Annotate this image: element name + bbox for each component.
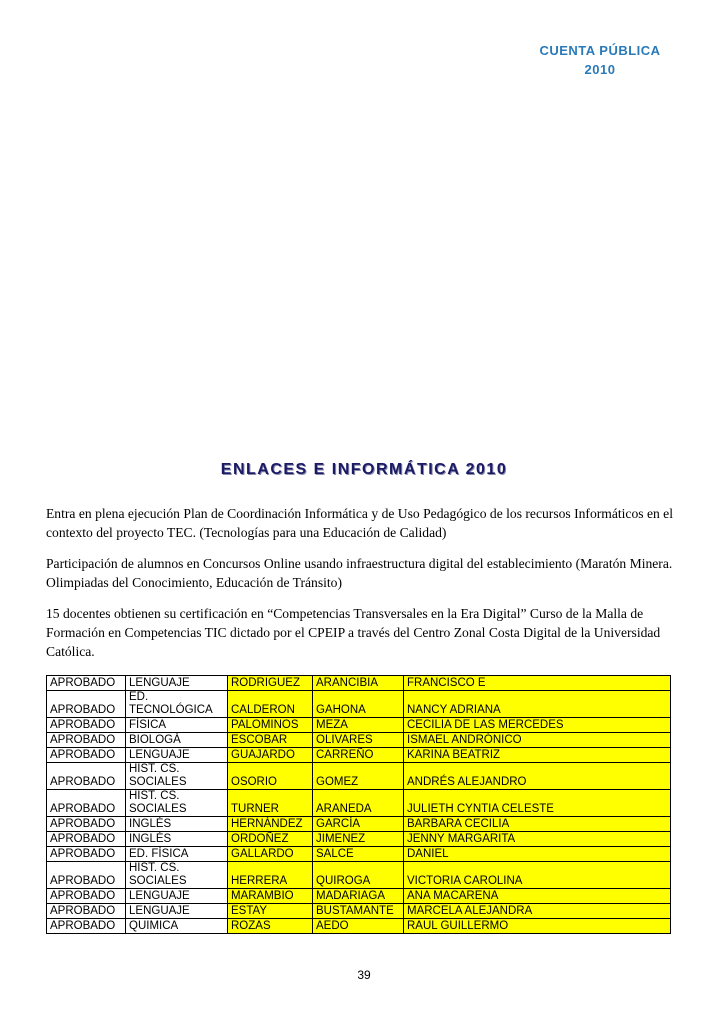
status-cell: APROBADO xyxy=(47,748,126,763)
surname1-cell: ORDOÑEZ xyxy=(228,832,313,847)
subject-cell: HIST. CS. SOCIALES xyxy=(126,790,228,817)
surname1-cell: RODRIGUEZ xyxy=(228,676,313,691)
surname2-cell: QUIROGA xyxy=(313,862,404,889)
header-year: 2010 xyxy=(584,62,616,77)
surname1-cell: ROZAS xyxy=(228,919,313,934)
surname2-cell: ARANEDA xyxy=(313,790,404,817)
document-header xyxy=(520,41,680,79)
subject-cell: LENGUAJE xyxy=(126,904,228,919)
surname1-cell: HERNÁNDEZ xyxy=(228,817,313,832)
surname1-cell: ESTAY xyxy=(228,904,313,919)
subject-cell: ED. TECNOLÓGICA xyxy=(126,691,228,718)
table-row xyxy=(47,847,671,862)
surname2-cell: GARCÍA xyxy=(313,817,404,832)
subject-cell: LENGUAJE xyxy=(126,889,228,904)
surname2-cell: BUSTAMANTE xyxy=(313,904,404,919)
table-row xyxy=(47,718,671,733)
names-cell: BARBARA CECILIA xyxy=(404,817,671,832)
status-cell: APROBADO xyxy=(47,919,126,934)
surname2-cell: GOMEZ xyxy=(313,763,404,790)
surname1-cell: OSORIO xyxy=(228,763,313,790)
surname1-cell: ESCOBAR xyxy=(228,733,313,748)
table-row xyxy=(47,691,671,718)
surname2-cell: SALCE xyxy=(313,847,404,862)
table-row xyxy=(47,889,671,904)
table-row xyxy=(47,733,671,748)
status-cell: APROBADO xyxy=(47,847,126,862)
status-cell: APROBADO xyxy=(47,733,126,748)
certification-table xyxy=(46,675,671,934)
names-cell: NANCY ADRIANA xyxy=(404,691,671,718)
names-cell: RAUL GUILLERMO xyxy=(404,919,671,934)
subject-cell: HIST. CS. SOCIALES xyxy=(126,862,228,889)
names-cell: KARINA BEATRIZ xyxy=(404,748,671,763)
surname1-cell: MARAMBIO xyxy=(228,889,313,904)
status-cell: APROBADO xyxy=(47,904,126,919)
surname2-cell: AEDO xyxy=(313,919,404,934)
surname2-cell: CARREÑO xyxy=(313,748,404,763)
table-body xyxy=(47,676,671,934)
table-row xyxy=(47,862,671,889)
surname1-cell: TURNER xyxy=(228,790,313,817)
names-cell: ISMAEL ANDRÓNICO xyxy=(404,733,671,748)
table-row xyxy=(47,676,671,691)
surname2-cell: MEZA xyxy=(313,718,404,733)
surname1-cell: HERRERA xyxy=(228,862,313,889)
names-cell: JULIETH CYNTIA CELESTE xyxy=(404,790,671,817)
table-row xyxy=(47,904,671,919)
names-cell: ANA MACARENA xyxy=(404,889,671,904)
status-cell: APROBADO xyxy=(47,676,126,691)
page-number: 39 xyxy=(357,968,371,982)
paragraph: Participación de alumnos en Concursos Online usando infraestructura digital del establecimiento (Maratón Minera. Olimpiadas del Conocimiento, Educación de Tránsito) xyxy=(46,556,673,590)
names-cell: MARCELA ALEJANDRA xyxy=(404,904,671,919)
status-cell: APROBADO xyxy=(47,691,126,718)
status-cell: APROBADO xyxy=(47,832,126,847)
table-row xyxy=(47,919,671,934)
surname1-cell: PALOMINOS xyxy=(228,718,313,733)
table-row xyxy=(47,748,671,763)
surname2-cell: MADARIAGA xyxy=(313,889,404,904)
status-cell: APROBADO xyxy=(47,790,126,817)
names-cell: FRANCISCO E xyxy=(404,676,671,691)
surname2-cell: OLIVARES xyxy=(313,733,404,748)
table-row xyxy=(47,817,671,832)
status-cell: APROBADO xyxy=(47,718,126,733)
names-cell: CECILIA DE LAS MERCEDES xyxy=(404,718,671,733)
names-cell: VICTORIA CAROLINA xyxy=(404,862,671,889)
section-title: ENLACES E INFORMÁTICA 2010 xyxy=(220,461,508,478)
table-row xyxy=(47,790,671,817)
surname2-cell: ARANCIBIA xyxy=(313,676,404,691)
paragraph: 15 docentes obtienen su certificación en “Competencias Transversales en la Era Digital” Curso de la Malla de Formación en Competencias TIC dictado por el CPEIP a través del Centro Zonal Costa Digital de la Universidad Católica. xyxy=(46,606,661,659)
names-cell: JENNY MARGARITA xyxy=(404,832,671,847)
surname2-cell: GAHONA xyxy=(313,691,404,718)
subject-cell: FÍSICA xyxy=(126,718,228,733)
subject-cell: LENGUAJE xyxy=(126,676,228,691)
status-cell: APROBADO xyxy=(47,862,126,889)
subject-cell: ED. FÍSICA xyxy=(126,847,228,862)
status-cell: APROBADO xyxy=(47,817,126,832)
subject-cell: INGLÉS xyxy=(126,832,228,847)
names-cell: DANIEL xyxy=(404,847,671,862)
subject-cell: INGLÉS xyxy=(126,817,228,832)
subject-cell: HIST. CS. SOCIALES xyxy=(126,763,228,790)
paragraph: Entra en plena ejecución Plan de Coordinación Informática y de Uso Pedagógico de los recursos Informáticos en el contexto del proyecto TEC. (Tecnologías para una Educación de Calidad) xyxy=(46,506,673,540)
subject-cell: QUIMICA xyxy=(126,919,228,934)
subject-cell: BIOLOGÁ xyxy=(126,733,228,748)
table-row xyxy=(47,832,671,847)
names-cell: ANDRÉS ALEJANDRO xyxy=(404,763,671,790)
surname1-cell: GUAJARDO xyxy=(228,748,313,763)
status-cell: APROBADO xyxy=(47,889,126,904)
surname1-cell: GALLARDO xyxy=(228,847,313,862)
table-row xyxy=(47,763,671,790)
surname2-cell: JIMENEZ xyxy=(313,832,404,847)
body-text xyxy=(46,504,686,673)
surname1-cell: CALDERON xyxy=(228,691,313,718)
status-cell: APROBADO xyxy=(47,763,126,790)
subject-cell: LENGUAJE xyxy=(126,748,228,763)
header-title: CUENTA PÚBLICA xyxy=(539,43,661,58)
